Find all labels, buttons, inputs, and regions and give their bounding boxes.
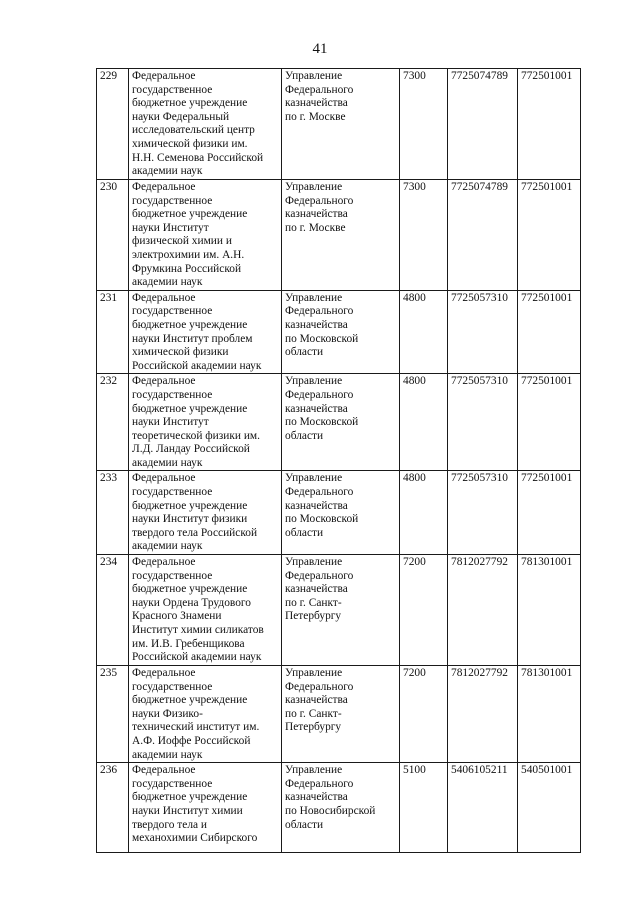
table-body <box>97 69 581 853</box>
institution-name-cell-line: науки Институт физики <box>132 513 248 526</box>
institution-name-cell-line: Российской академии наук <box>132 651 262 664</box>
kpp-cell: 772501001 <box>518 180 581 291</box>
table-row <box>97 666 581 763</box>
institution-name-cell-line: Федеральное <box>132 375 196 388</box>
office-code-cell: 5100 <box>400 763 448 853</box>
office-code-cell: 7200 <box>400 555 448 666</box>
inn-cell: 7725074789 <box>448 180 518 291</box>
institution-name-cell-line: академии наук <box>132 276 203 289</box>
treasury-office-cell <box>282 666 400 763</box>
office-code-cell: 4800 <box>400 374 448 471</box>
table-row <box>97 290 581 374</box>
institution-name-cell-line: науки Федеральный <box>132 110 230 123</box>
office-code-cell: 4800 <box>400 471 448 555</box>
institution-name-cell <box>129 69 282 180</box>
treasury-office-cell-line: Федерального <box>285 486 354 499</box>
treasury-office-cell-line: Управление <box>285 764 343 777</box>
institution-name-cell-line: государственное <box>132 83 213 96</box>
institution-name-cell-line: науки Институт химии <box>132 804 243 817</box>
treasury-office-cell-line: Управление <box>285 472 343 485</box>
inn-cell: 7725057310 <box>448 290 518 374</box>
office-code-cell: 7200 <box>400 666 448 763</box>
institution-name-cell-line: механохимии Сибирского <box>132 832 258 845</box>
kpp-cell: 781301001 <box>518 666 581 763</box>
treasury-office-cell-line: Федерального <box>285 777 354 790</box>
institution-name-cell-line: физической химии и <box>132 235 232 248</box>
institution-name-cell-line: Красного Знамени <box>132 610 222 623</box>
treasury-office-cell <box>282 180 400 291</box>
institution-name-cell-line: твердого тела и <box>132 818 208 831</box>
institution-name-cell-line: академии наук <box>132 165 203 178</box>
institution-name-cell-line: бюджетное учреждение <box>132 791 248 804</box>
institution-name-cell-line: бюджетное учреждение <box>132 694 248 707</box>
treasury-office-cell-line: Федерального <box>285 680 354 693</box>
institution-name-cell-line: Федеральное <box>132 70 196 82</box>
treasury-office-cell-line: области <box>285 429 324 442</box>
inn-cell: 5406105211 <box>448 763 518 853</box>
treasury-office-cell-line: Петербургу <box>285 610 342 623</box>
table-row <box>97 180 581 291</box>
treasury-office-cell-line: по г. Санкт- <box>285 707 342 720</box>
institution-name-cell-line: государственное <box>132 388 213 401</box>
institution-name-cell-line: государственное <box>132 680 213 693</box>
institution-name-cell-line: государственное <box>132 194 213 207</box>
inn-cell: 7725057310 <box>448 471 518 555</box>
institution-name-cell-line: бюджетное учреждение <box>132 402 248 415</box>
treasury-office-cell-line: Управление <box>285 70 343 82</box>
page-number: 41 <box>312 41 328 57</box>
institution-name-cell-line: государственное <box>132 486 213 499</box>
treasury-office-cell-line: по Новосибирской <box>285 804 376 817</box>
institution-name-cell-line: науки Институт проблем <box>132 332 253 345</box>
institution-name-cell-line: бюджетное учреждение <box>132 97 248 110</box>
institution-name-cell-line: бюджетное учреждение <box>132 583 248 596</box>
institution-name-cell-line: Фрумкина Российской <box>132 262 242 275</box>
treasury-office-cell <box>282 471 400 555</box>
treasury-office-cell-line: по Московской <box>285 332 359 345</box>
row-number-cell: 231 <box>97 290 129 374</box>
institution-name-cell-line: академии наук <box>132 748 203 761</box>
office-code-cell: 7300 <box>400 180 448 291</box>
institution-name-cell-line: Федеральное <box>132 556 196 569</box>
office-code-cell: 4800 <box>400 290 448 374</box>
institution-name-cell-line: науки Институт <box>132 221 209 234</box>
row-number-cell: 233 <box>97 471 129 555</box>
institution-name-cell-line: науки Физико- <box>132 707 203 720</box>
row-number-cell: 229 <box>97 69 129 180</box>
inn-cell: 7725074789 <box>448 69 518 180</box>
treasury-office-cell-line: Управление <box>285 291 343 304</box>
institution-name-cell-line: технический институт им. <box>132 721 260 734</box>
institution-name-cell-line: им. И.В. Гребенщикова <box>132 637 245 650</box>
treasury-office-cell-line: области <box>285 346 324 359</box>
institution-name-cell-line: бюджетное учреждение <box>132 499 248 512</box>
institution-name-cell <box>129 555 282 666</box>
row-number-cell: 232 <box>97 374 129 471</box>
kpp-cell: 772501001 <box>518 69 581 180</box>
institution-name-cell-line: бюджетное учреждение <box>132 318 248 331</box>
kpp-cell: 540501001 <box>518 763 581 853</box>
table-row <box>97 763 581 853</box>
institution-name-cell-line: бюджетное учреждение <box>132 208 248 221</box>
institution-name-cell <box>129 763 282 853</box>
institution-name-cell-line: Федеральное <box>132 764 196 777</box>
treasury-office-cell <box>282 374 400 471</box>
institution-name-cell-line: электрохимии им. А.Н. <box>132 248 245 261</box>
institution-name-cell-line: академии наук <box>132 456 203 469</box>
table-row <box>97 374 581 471</box>
institution-name-cell <box>129 180 282 291</box>
inn-cell: 7812027792 <box>448 555 518 666</box>
treasury-office-cell <box>282 290 400 374</box>
treasury-office-cell-line: Управление <box>285 375 343 388</box>
inn-cell: 7812027792 <box>448 666 518 763</box>
treasury-office-cell-line: казначейства <box>285 499 348 512</box>
treasury-office-cell-line: Федерального <box>285 83 354 96</box>
table-row <box>97 471 581 555</box>
institution-name-cell-line: Федеральное <box>132 291 196 304</box>
institution-name-cell-line: теоретической физики им. <box>132 429 260 442</box>
institution-name-cell-line: твердого тела Российской <box>132 526 258 539</box>
treasury-office-cell <box>282 555 400 666</box>
table-row <box>97 69 581 180</box>
institution-name-cell-line: академии наук <box>132 540 203 553</box>
treasury-office-cell-line: казначейства <box>285 402 348 415</box>
institution-name-cell-line: Н.Н. Семенова Российской <box>132 151 264 164</box>
treasury-office-cell-line: Федерального <box>285 569 354 582</box>
institution-name-cell-line: Федеральное <box>132 472 196 485</box>
institution-name-cell-line: Федеральное <box>132 667 196 680</box>
treasury-office-cell <box>282 763 400 853</box>
treasury-office-cell <box>282 69 400 180</box>
treasury-office-cell-line: казначейства <box>285 583 348 596</box>
institution-name-cell-line: науки Институт <box>132 416 209 429</box>
row-number-cell: 236 <box>97 763 129 853</box>
treasury-office-cell-line: Управление <box>285 556 343 569</box>
row-number-cell: 234 <box>97 555 129 666</box>
institution-name-cell-line: Федеральное <box>132 181 196 193</box>
treasury-office-cell-line: Федерального <box>285 194 354 207</box>
institution-name-cell-line: государственное <box>132 777 213 790</box>
institution-name-cell-line: исследовательский центр <box>132 124 255 137</box>
treasury-office-cell-line: Федерального <box>285 305 354 318</box>
treasury-office-cell-line: Федерального <box>285 388 354 401</box>
treasury-office-cell-line: по г. Москве <box>285 221 346 234</box>
institution-name-cell-line: государственное <box>132 305 213 318</box>
institution-name-cell <box>129 666 282 763</box>
office-code-cell: 7300 <box>400 69 448 180</box>
treasury-office-cell-line: по г. Санкт- <box>285 596 342 609</box>
treasury-office-cell-line: по Московской <box>285 513 359 526</box>
treasury-office-cell-line: казначейства <box>285 318 348 331</box>
treasury-office-cell-line: казначейства <box>285 694 348 707</box>
kpp-cell: 772501001 <box>518 471 581 555</box>
treasury-office-cell-line: Управление <box>285 181 343 193</box>
kpp-cell: 781301001 <box>518 555 581 666</box>
row-number-cell: 230 <box>97 180 129 291</box>
treasury-office-cell-line: области <box>285 818 324 831</box>
row-number-cell: 235 <box>97 666 129 763</box>
treasury-office-cell-line: Петербургу <box>285 721 342 734</box>
institution-name-cell <box>129 471 282 555</box>
treasury-office-cell-line: казначейства <box>285 791 348 804</box>
treasury-office-cell-line: Управление <box>285 667 343 680</box>
institutions-table <box>96 68 581 853</box>
treasury-office-cell-line: казначейства <box>285 208 348 221</box>
inn-cell: 7725057310 <box>448 374 518 471</box>
institution-name-cell-line: химической физики им. <box>132 137 248 150</box>
institution-name-cell-line: химической физики <box>132 346 229 359</box>
institution-name-cell <box>129 290 282 374</box>
kpp-cell: 772501001 <box>518 374 581 471</box>
treasury-office-cell-line: казначейства <box>285 97 348 110</box>
institution-name-cell-line: Российской академии наук <box>132 359 262 372</box>
treasury-office-cell-line: области <box>285 526 324 539</box>
institution-name-cell-line: Л.Д. Ландау Российской <box>132 443 250 456</box>
treasury-office-cell-line: по г. Москве <box>285 110 346 123</box>
table-row <box>97 555 581 666</box>
institution-name-cell-line: А.Ф. Иоффе Российской <box>132 735 251 747</box>
institution-name-cell-line: государственное <box>132 569 213 582</box>
institution-name-cell-line: Институт химии силикатов <box>132 624 264 636</box>
treasury-office-cell-line: по Московской <box>285 416 359 429</box>
institution-name-cell <box>129 374 282 471</box>
institution-name-cell-line: науки Ордена Трудового <box>132 596 251 609</box>
kpp-cell: 772501001 <box>518 290 581 374</box>
